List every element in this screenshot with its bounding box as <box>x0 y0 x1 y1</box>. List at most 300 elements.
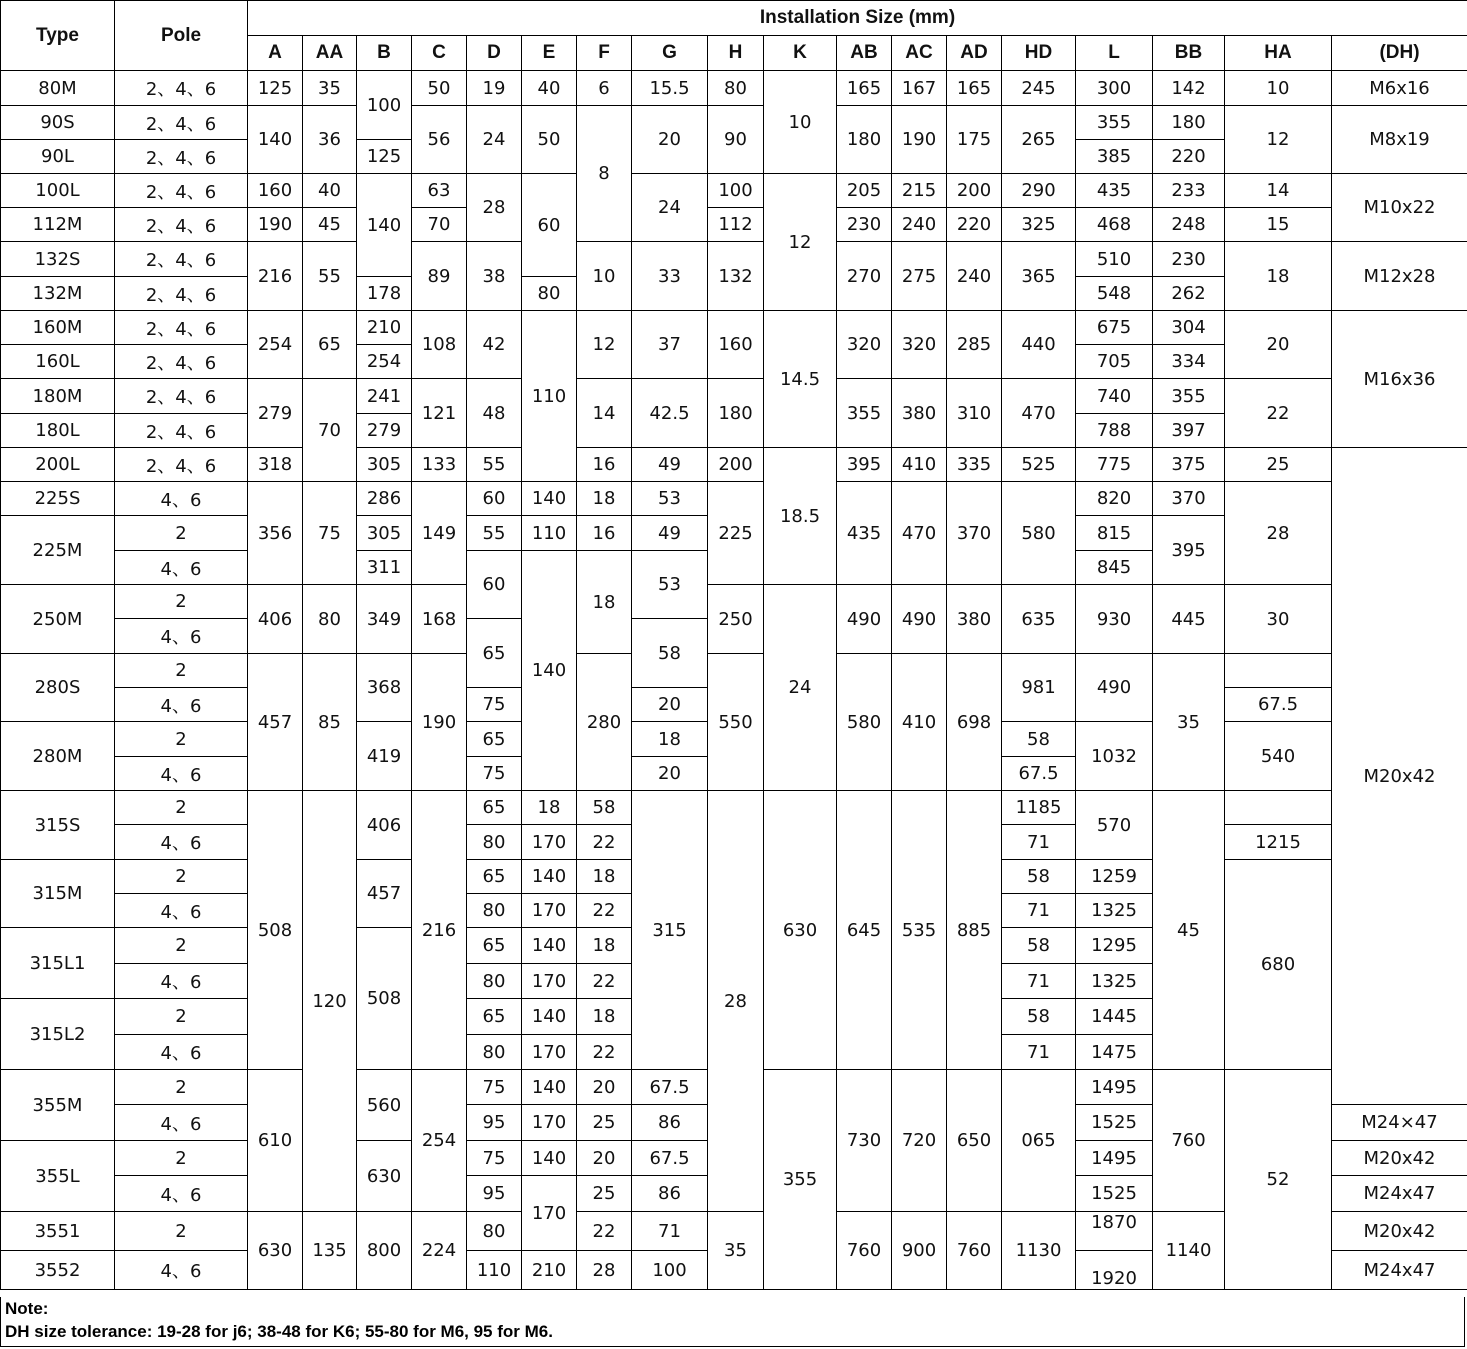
table-cell: 355 <box>764 1070 837 1290</box>
table-cell: 18 <box>577 999 632 1035</box>
table-cell: 80 <box>522 277 577 311</box>
table-cell: 355M <box>1 1070 115 1141</box>
table-cell: 1032 <box>1076 722 1153 791</box>
table-cell: 60 <box>467 551 522 619</box>
table-cell: 645 <box>837 791 892 1070</box>
table-cell: 20 <box>632 106 708 174</box>
table-cell: 50 <box>522 106 577 174</box>
table-cell: 2、4、6 <box>115 311 248 345</box>
table-cell: 22 <box>577 894 632 928</box>
table-cell: 356 <box>248 482 303 585</box>
table-cell: 110 <box>467 1251 522 1290</box>
table-cell: 55 <box>303 242 357 311</box>
table-cell: 160 <box>708 311 764 379</box>
table-cell: 33 <box>632 242 708 311</box>
table-cell: 86 <box>632 1176 708 1212</box>
table-cell: 38 <box>467 242 522 311</box>
table-cell: 65 <box>467 928 522 964</box>
col-header: L <box>1076 36 1153 71</box>
table-cell: 275 <box>892 242 947 311</box>
table-cell: 224 <box>412 1212 467 1290</box>
table-cell: 2、4、6 <box>115 345 248 379</box>
table-cell: 2 <box>115 585 248 619</box>
table-cell: 205 <box>837 174 892 208</box>
table-cell: 16 <box>577 516 632 551</box>
table-cell: 355L <box>1 1141 115 1212</box>
table-cell: 178 <box>357 277 412 311</box>
table-cell: 170 <box>522 964 577 999</box>
table-cell: 28 <box>708 791 764 1212</box>
table-cell: 2、4、6 <box>115 414 248 448</box>
table-cell: 630 <box>357 1141 412 1212</box>
table-cell: 680 <box>1225 860 1332 1070</box>
table-cell: 2、4、6 <box>115 140 248 174</box>
table-cell: 71 <box>632 1212 708 1251</box>
table-cell: 4、6 <box>115 482 248 516</box>
table-cell: 1475 <box>1076 1035 1153 1070</box>
table-cell: 30 <box>1225 585 1332 654</box>
table-cell: 140 <box>522 928 577 964</box>
table-cell: M6x16 <box>1332 71 1467 106</box>
table-cell: 740 <box>1076 379 1153 414</box>
table-cell: 397 <box>1153 414 1225 448</box>
table-cell: 65 <box>467 722 522 757</box>
table-cell: 140 <box>522 1141 577 1176</box>
table-cell: 900 <box>892 1212 947 1290</box>
note-title: Note: <box>5 1299 49 1318</box>
table-cell: 18.5 <box>764 448 837 585</box>
table-cell: 37 <box>632 311 708 379</box>
table-cell: 230 <box>837 208 892 242</box>
table-cell: 280M <box>1 722 115 791</box>
table-cell: 86 <box>632 1105 708 1141</box>
table-cell: 42.5 <box>632 379 708 448</box>
table-cell: 760 <box>837 1212 892 1290</box>
table-cell: 4、6 <box>115 1251 248 1290</box>
table-cell: 170 <box>522 894 577 928</box>
table-cell: 2 <box>115 1212 248 1251</box>
table-cell: 225S <box>1 482 115 516</box>
table-cell: 1495 <box>1076 1070 1153 1105</box>
table-cell: 132S <box>1 242 115 277</box>
table-cell: 630 <box>248 1212 303 1290</box>
table-cell: 28 <box>467 174 522 242</box>
table-cell: 180 <box>708 379 764 448</box>
table-cell: 280 <box>577 654 632 791</box>
table-cell: 535 <box>892 791 947 1070</box>
table-cell: 630 <box>764 791 837 1070</box>
table-cell: 760 <box>947 1212 1002 1290</box>
table-cell: 248 <box>1153 208 1225 242</box>
table-cell: 2 <box>115 791 248 825</box>
table-cell: 800 <box>357 1212 412 1290</box>
table-cell: 80 <box>303 585 357 654</box>
table-cell: 2、4、6 <box>115 242 248 277</box>
table-cell: 1525 <box>1076 1176 1153 1212</box>
table-cell: 065 <box>1002 1070 1076 1212</box>
table-cell: 190 <box>412 654 467 791</box>
table-cell: 320 <box>892 311 947 379</box>
table-cell: 508 <box>248 791 303 1070</box>
table-cell: M8x19 <box>1332 106 1467 174</box>
table-cell: 200 <box>947 174 1002 208</box>
table-cell: 22 <box>577 825 632 860</box>
table-cell: 279 <box>357 414 412 448</box>
table-cell: 1295 <box>1076 928 1153 964</box>
table-cell: 220 <box>947 208 1002 242</box>
table-cell: 315S <box>1 791 115 860</box>
table-cell: 180 <box>1153 106 1225 140</box>
table-cell: 110 <box>522 311 577 482</box>
table-cell: 2 <box>115 654 248 688</box>
table-cell: 406 <box>248 585 303 654</box>
table-cell: 210 <box>357 311 412 345</box>
table-cell: 50 <box>412 71 467 106</box>
table-cell: 775 <box>1076 448 1153 482</box>
table-cell: 160M <box>1 311 115 345</box>
table-cell: 15.5 <box>632 71 708 106</box>
table-cell: 140 <box>522 860 577 894</box>
table-cell: 334 <box>1153 345 1225 379</box>
table-cell: 580 <box>1002 482 1076 585</box>
table-cell: 12 <box>764 174 837 311</box>
table-cell: 12 <box>577 311 632 379</box>
table-cell: 18 <box>1225 242 1332 311</box>
table-cell: 318 <box>248 448 303 482</box>
table-cell: 14 <box>1225 174 1332 208</box>
table-cell: 200 <box>708 448 764 482</box>
col-header: F <box>577 36 632 71</box>
table-cell: 75 <box>467 1141 522 1176</box>
table-cell: 254 <box>412 1070 467 1212</box>
table-cell: 10 <box>577 242 632 311</box>
table-cell: 305 <box>357 448 412 482</box>
table-cell: 2 <box>115 1141 248 1176</box>
table-cell: 160L <box>1 345 115 379</box>
table-cell: 20 <box>577 1141 632 1176</box>
table-cell: 1495 <box>1076 1141 1153 1176</box>
table-cell: 370 <box>1153 482 1225 516</box>
table-cell: 2、4、6 <box>115 448 248 482</box>
table-cell: 2、4、6 <box>115 106 248 140</box>
table-row <box>1 311 1467 345</box>
table-cell: 190 <box>892 106 947 174</box>
table-cell: 75 <box>467 1070 522 1105</box>
table-cell: 18 <box>577 482 632 516</box>
table-cell: 140 <box>248 106 303 174</box>
table-cell: 730 <box>837 1070 892 1212</box>
table-cell: 305 <box>357 516 412 551</box>
table-cell: 100 <box>632 1251 708 1290</box>
table-cell: 245 <box>1002 71 1076 106</box>
table-cell: 1325 <box>1076 964 1153 999</box>
table-cell: 25 <box>577 1105 632 1141</box>
table-cell: 125 <box>357 140 412 174</box>
table-cell: 110 <box>522 516 577 551</box>
table-cell: 510 <box>1076 242 1153 277</box>
table-cell: 4、6 <box>115 551 248 585</box>
table-cell: 220 <box>1153 140 1225 174</box>
table-cell: 335 <box>947 448 1002 482</box>
table-cell: 375 <box>1153 448 1225 482</box>
table-cell: 58 <box>577 791 632 825</box>
table-cell: 311 <box>357 551 412 585</box>
table-cell: 1259 <box>1076 860 1153 894</box>
table-cell: 25 <box>577 1176 632 1212</box>
table-cell: 80 <box>467 1035 522 1070</box>
table-cell: 760 <box>1153 1070 1225 1212</box>
table-cell: 24 <box>467 106 522 174</box>
table-cell: 395 <box>837 448 892 482</box>
table-cell: 75 <box>303 482 357 585</box>
table-cell: 845 <box>1076 551 1153 585</box>
table-cell: 135 <box>303 1212 357 1290</box>
table-cell: 180M <box>1 379 115 414</box>
table-cell: 149 <box>412 482 467 585</box>
table-cell: 70 <box>303 379 357 482</box>
table-cell: 22 <box>577 1212 632 1251</box>
table-cell: 100 <box>708 174 764 208</box>
table-cell: 410 <box>892 654 947 791</box>
table-cell: 370 <box>947 482 1002 585</box>
note-box <box>0 1297 1465 1347</box>
table-cell: 4、6 <box>115 964 248 999</box>
table-cell: 67.5 <box>632 1070 708 1105</box>
table-cell: 1185 <box>1002 791 1076 825</box>
table-cell: 70 <box>412 208 467 242</box>
header-type: Type <box>1 1 115 71</box>
table-cell: 315 <box>632 791 708 1070</box>
table-cell: 241 <box>357 379 412 414</box>
table-cell: 140 <box>357 174 412 277</box>
table-cell: 55 <box>467 448 522 482</box>
col-header: AA <box>303 36 357 71</box>
table-cell: 210 <box>522 1251 577 1290</box>
col-header: E <box>522 36 577 71</box>
table-cell: 67.5 <box>1002 757 1076 791</box>
col-header: H <box>708 36 764 71</box>
table-cell: 6 <box>577 71 632 106</box>
table-cell: 14 <box>577 379 632 448</box>
table-cell: 315L2 <box>1 999 115 1070</box>
table-cell: 58 <box>1002 999 1076 1035</box>
table-cell: 90S <box>1 106 115 140</box>
table-cell: 58 <box>1002 860 1076 894</box>
table-cell: 540 <box>1225 722 1332 791</box>
table-cell: 67.5 <box>1225 688 1332 722</box>
table-cell: 168 <box>412 585 467 654</box>
table-cell: 4、6 <box>115 1035 248 1070</box>
table-cell: 457 <box>357 860 412 928</box>
table-cell: 53 <box>632 551 708 619</box>
table-cell: 4、6 <box>115 825 248 860</box>
table-cell: 142 <box>1153 71 1225 106</box>
table-cell: 58 <box>632 619 708 688</box>
table-cell: 2 <box>115 999 248 1035</box>
table-cell: 112 <box>708 208 764 242</box>
table-cell: 216 <box>412 791 467 1070</box>
table-cell: 930 <box>1076 585 1153 654</box>
table-cell: 1325 <box>1076 894 1153 928</box>
table-cell: 885 <box>947 791 1002 1070</box>
table-cell: 140 <box>522 551 577 791</box>
table-cell: 215 <box>892 174 947 208</box>
table-cell: 35 <box>708 1212 764 1290</box>
table-cell: 53 <box>632 482 708 516</box>
table-cell: 112M <box>1 208 115 242</box>
table-cell: 2、4、6 <box>115 208 248 242</box>
table-cell: 698 <box>947 654 1002 791</box>
table-row <box>1 174 1467 208</box>
table-cell: 133 <box>412 448 467 482</box>
table-cell: 815 <box>1076 516 1153 551</box>
table-cell: 279 <box>248 379 303 448</box>
table-cell: 71 <box>1002 825 1076 860</box>
table-cell: 1445 <box>1076 999 1153 1035</box>
table-cell: 4、6 <box>115 757 248 791</box>
col-header: K <box>764 36 837 71</box>
table-cell: 55 <box>467 516 522 551</box>
table-cell: 160 <box>248 174 303 208</box>
col-header: C <box>412 36 467 71</box>
col-header: A <box>248 36 303 71</box>
table-cell: 435 <box>1076 174 1153 208</box>
table-cell: 457 <box>248 654 303 791</box>
table-cell: 18 <box>577 860 632 894</box>
table-cell: 20 <box>1225 311 1332 379</box>
table-cell: 25 <box>1225 448 1332 482</box>
table-cell: 349 <box>357 585 412 654</box>
table-cell: 75 <box>467 688 522 722</box>
table-cell: 315L1 <box>1 928 115 999</box>
table-cell: 80 <box>467 894 522 928</box>
table-cell: 65 <box>303 311 357 379</box>
table-cell: 18 <box>577 551 632 654</box>
table-cell: 200L <box>1 448 115 482</box>
table-cell: 548 <box>1076 277 1153 311</box>
table-cell: 8 <box>577 106 632 242</box>
table-cell: 45 <box>303 208 357 242</box>
table-cell: 720 <box>892 1070 947 1212</box>
table-cell: 80 <box>467 1212 522 1251</box>
table-cell: 250 <box>708 585 764 654</box>
table-cell: 2、4、6 <box>115 379 248 414</box>
table-cell: 788 <box>1076 414 1153 448</box>
table-cell: 48 <box>467 379 522 448</box>
table-cell: 20 <box>632 757 708 791</box>
table-cell: 65 <box>467 999 522 1035</box>
table-row <box>1 791 1467 825</box>
table-cell: 67.5 <box>632 1141 708 1176</box>
table-cell: 508 <box>357 928 412 1070</box>
table-cell: 225 <box>708 482 764 585</box>
table-cell: M10x22 <box>1332 174 1467 242</box>
table-cell: 19 <box>467 71 522 106</box>
table-cell: 180L <box>1 414 115 448</box>
table-cell: 2 <box>115 860 248 894</box>
table-cell: 170 <box>522 1105 577 1141</box>
table-cell: 240 <box>947 242 1002 311</box>
table-row <box>1 71 1467 106</box>
table-cell: 550 <box>708 654 764 791</box>
table-cell: 2、4、6 <box>115 277 248 311</box>
table-cell: 16 <box>577 448 632 482</box>
table-cell: 560 <box>357 1070 412 1141</box>
table-cell: 490 <box>1076 654 1153 722</box>
table-cell: 705 <box>1076 345 1153 379</box>
table-cell: 80M <box>1 71 115 106</box>
table-cell: M24x47 <box>1332 1176 1467 1212</box>
table-cell: 89 <box>412 242 467 311</box>
table-cell: 286 <box>357 482 412 516</box>
table-cell: 140 <box>522 1070 577 1105</box>
table-cell: 580 <box>837 654 892 791</box>
table-cell: 20 <box>577 1070 632 1105</box>
table-cell: 270 <box>837 242 892 311</box>
table-cell: 28 <box>577 1251 632 1290</box>
table-cell: 35 <box>303 71 357 106</box>
table-cell: 410 <box>892 448 947 482</box>
table-cell: 56 <box>412 106 467 174</box>
table-cell: 445 <box>1153 585 1225 654</box>
col-header: AC <box>892 36 947 71</box>
table-cell: 325 <box>1002 208 1076 242</box>
table-cell: 175 <box>947 106 1002 174</box>
table-cell: 675 <box>1076 311 1153 345</box>
table-cell: 167 <box>892 71 947 106</box>
table-cell: 315M <box>1 860 115 928</box>
table-cell: 570 <box>1076 791 1153 860</box>
table-cell: 170 <box>522 1176 577 1251</box>
table-cell: 170 <box>522 825 577 860</box>
table-cell: 35 <box>1153 654 1225 791</box>
table-cell: 470 <box>1002 379 1076 448</box>
table-cell: 435 <box>837 482 892 585</box>
table-row <box>1 482 1467 516</box>
table-cell: 10 <box>764 71 837 174</box>
table-cell: 1525 <box>1076 1105 1153 1141</box>
table-cell: 254 <box>248 311 303 379</box>
table-cell: 650 <box>947 1070 1002 1212</box>
table-cell: 2 <box>115 1070 248 1105</box>
table-cell: 304 <box>1153 311 1225 345</box>
table-cell: M24×47 <box>1332 1105 1467 1141</box>
table-cell: 3552 <box>1 1251 115 1290</box>
table-cell: 71 <box>1002 964 1076 999</box>
table-row <box>1 654 1467 688</box>
table-cell: 525 <box>1002 448 1076 482</box>
table-cell: 355 <box>837 379 892 448</box>
table-cell: 4、6 <box>115 1176 248 1212</box>
table-cell: 10 <box>1225 71 1332 106</box>
table-cell: 981 <box>1002 654 1076 722</box>
table-row <box>1 208 1467 242</box>
table-cell: 40 <box>522 71 577 106</box>
table-cell: 75 <box>467 757 522 791</box>
table-cell: 132M <box>1 277 115 311</box>
table-cell: 165 <box>947 71 1002 106</box>
col-header: HA <box>1225 36 1332 71</box>
table-cell: M20x42 <box>1332 1212 1467 1251</box>
table-cell: 125 <box>248 71 303 106</box>
table-cell: 320 <box>837 311 892 379</box>
table-cell: M16x36 <box>1332 311 1467 448</box>
table-cell: 18 <box>632 722 708 757</box>
table-cell: 28 <box>1225 482 1332 585</box>
table-cell: 100 <box>357 71 412 140</box>
table-cell: 90L <box>1 140 115 174</box>
table-cell: 36 <box>303 106 357 174</box>
